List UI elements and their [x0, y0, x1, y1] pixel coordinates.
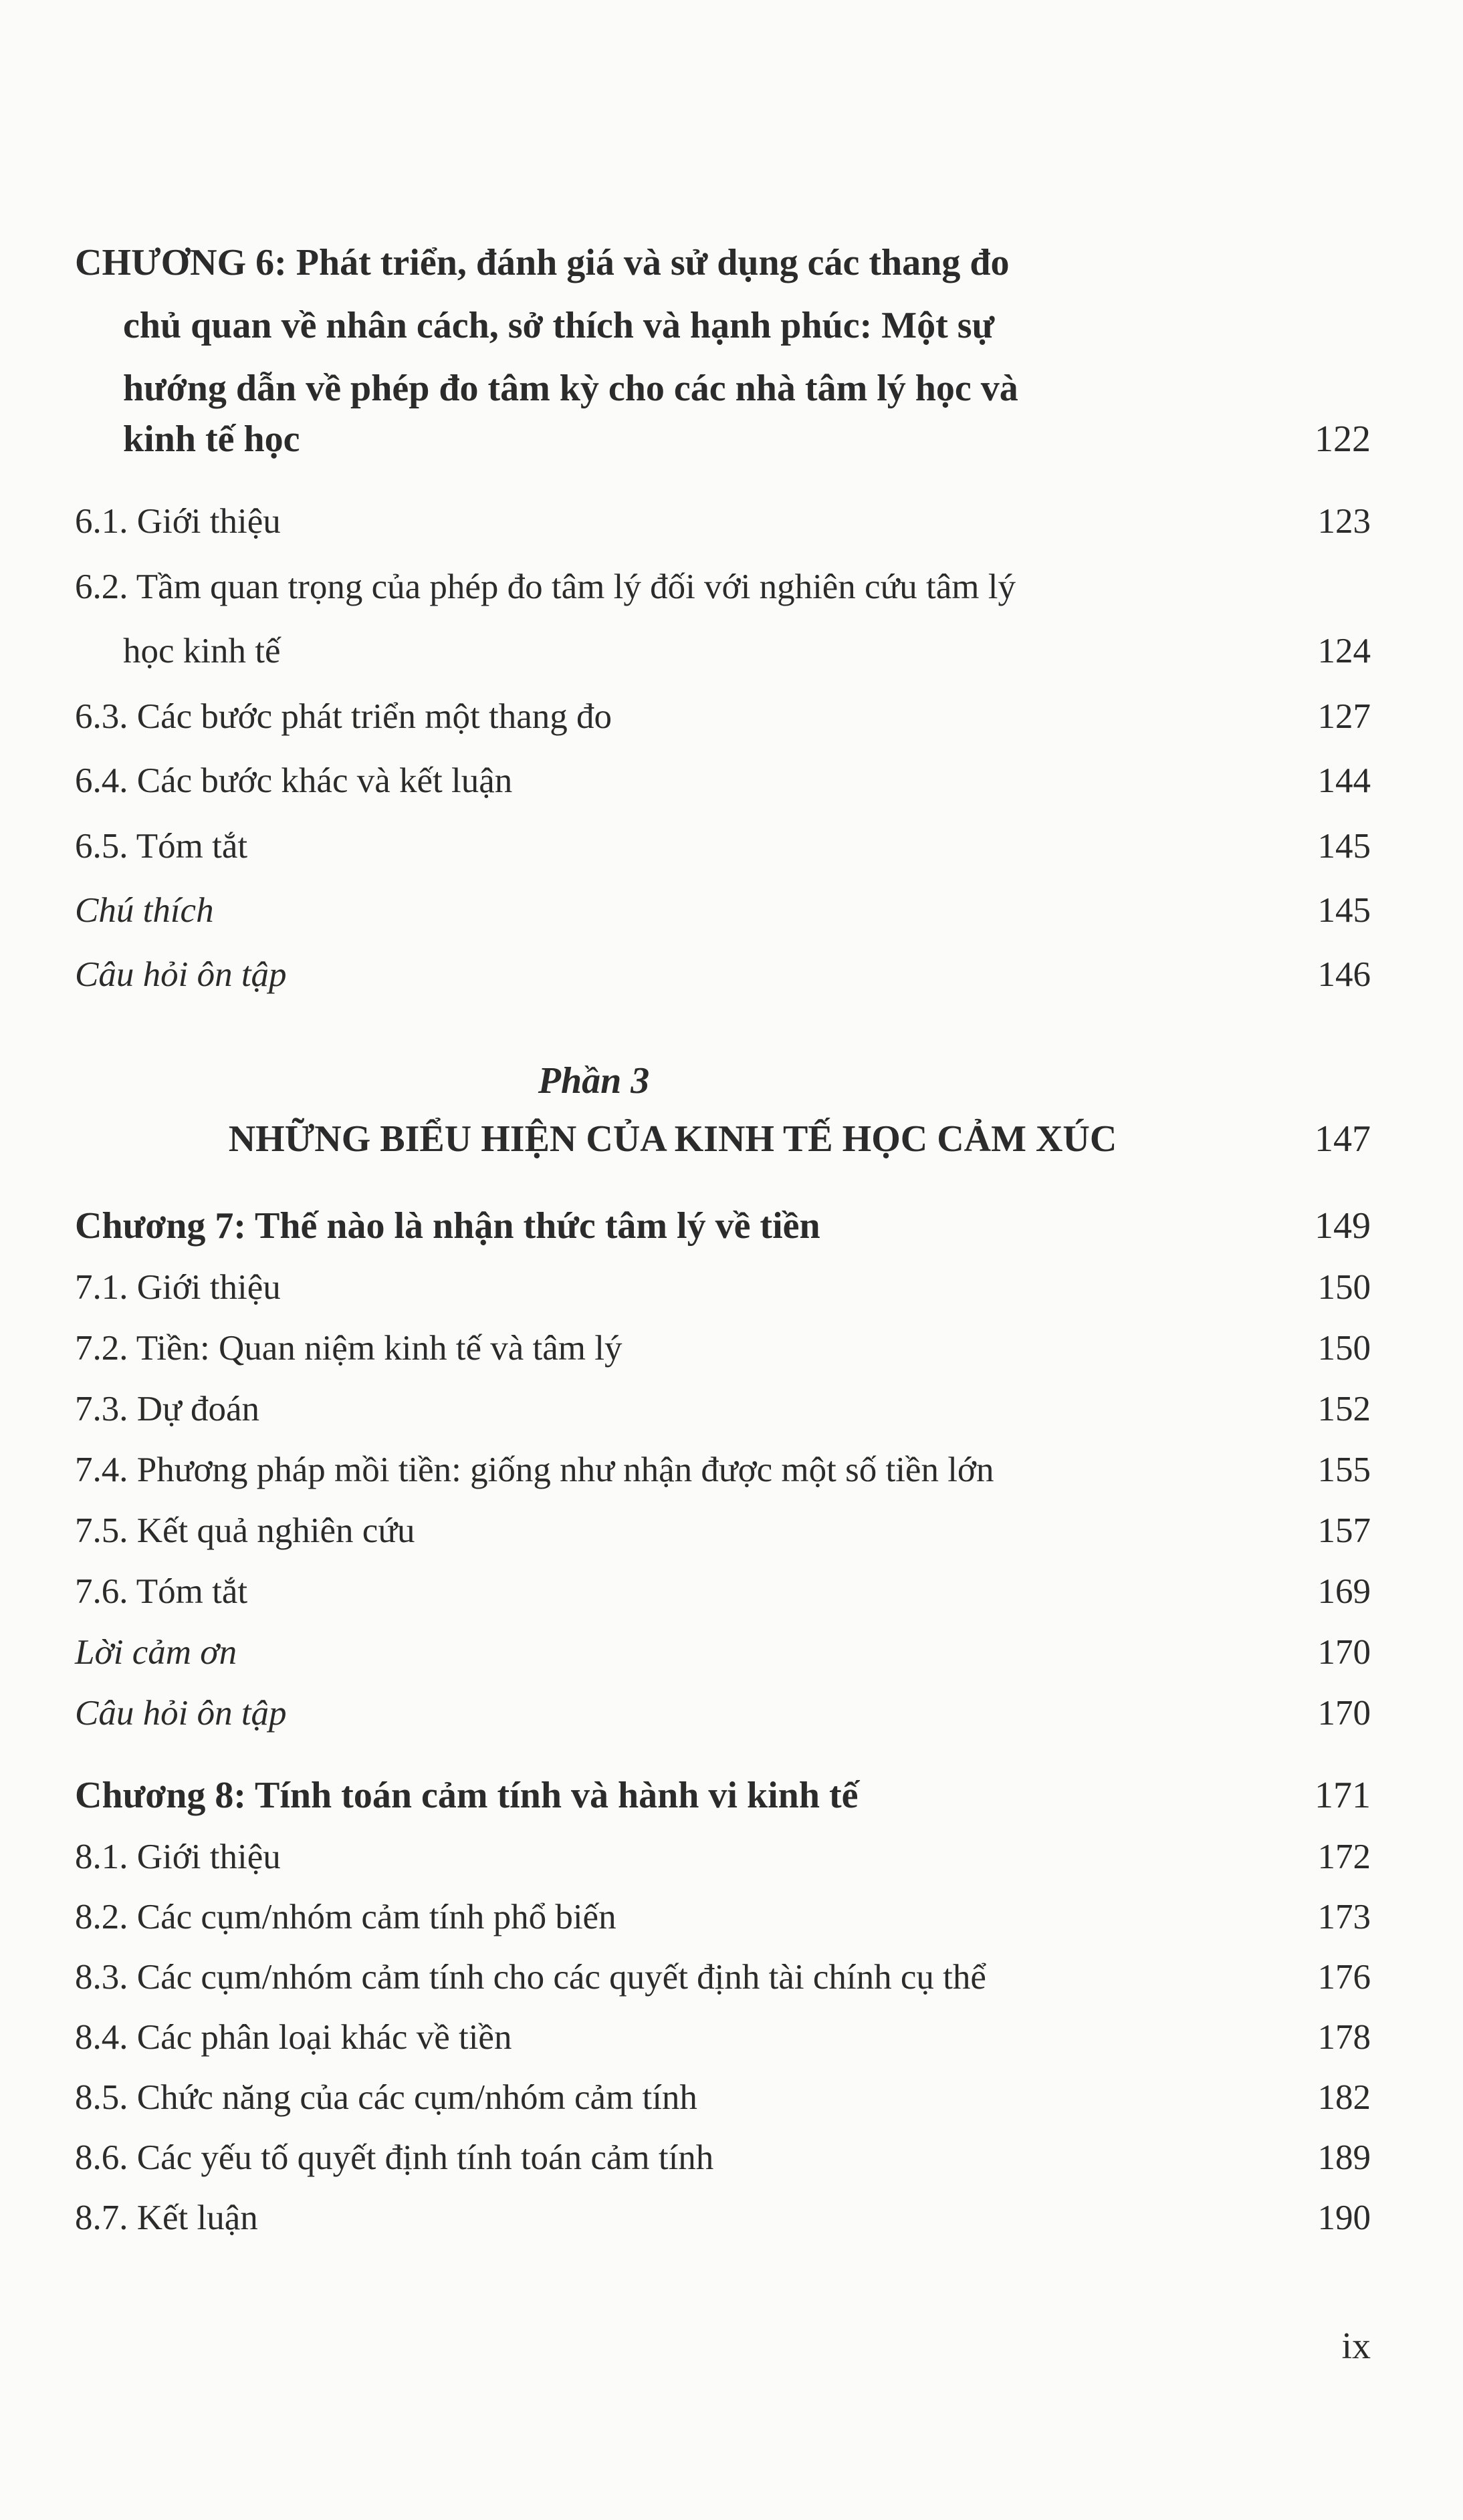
toc-entry [75, 631, 1371, 671]
toc-entry-italic [75, 890, 1371, 930]
toc-entry-label: 8.2. Các cụm/nhóm cảm tính phổ biến [75, 1898, 616, 1936]
toc-entry-page: 189 [1317, 2138, 1371, 2177]
toc-entry-label: Chú thích [75, 891, 214, 930]
toc-entry-label: 6.4. Các bước khác và kết luận [75, 761, 513, 800]
toc-entry-page: 176 [1317, 1958, 1371, 1997]
chapter-7-title: Chương 7: Thế nào là nhận thức tâm lý về tiền [75, 1205, 820, 1247]
toc-entry-label: Lời cảm ơn [75, 1633, 237, 1672]
toc-entry [75, 2198, 1371, 2238]
toc-entry-page: 182 [1317, 2078, 1371, 2117]
toc-entry [75, 501, 1371, 541]
toc-entry [75, 567, 1371, 607]
chapter-6-title-line-2: chủ quan về nhân cách, sở thích và hạnh phúc: Một sự [123, 305, 995, 346]
chapter-6-title-line-4: kinh tế học [123, 418, 300, 460]
toc-entry-page: 190 [1317, 2198, 1371, 2237]
chapter-6-title [75, 231, 1371, 420]
toc-entry-page: 150 [1317, 1268, 1371, 1307]
toc-entry [75, 1328, 1371, 1368]
chapter-7-title-row [75, 1205, 1371, 1247]
chapter-6-title-line-1: CHƯƠNG 6: Phát triển, đánh giá và sử dụng các thang đo [75, 242, 1010, 283]
toc-entry [75, 761, 1371, 801]
toc-entry [75, 2138, 1371, 2178]
toc-entry-label: 8.5. Chức năng của các cụm/nhóm cảm tính [75, 2078, 697, 2117]
toc-entry [75, 1837, 1371, 1877]
toc-entry-page: 146 [1317, 955, 1371, 994]
toc-entry-page: 145 [1317, 891, 1371, 930]
chapter-8-title: Chương 8: Tính toán cảm tính và hành vi kinh tế [75, 1775, 859, 1816]
toc-entry [75, 1957, 1371, 1997]
toc-entry-page: 178 [1317, 2018, 1371, 2057]
toc-entry-page: 123 [1317, 502, 1371, 541]
toc-entry [75, 697, 1371, 737]
toc-entry-page: 152 [1317, 1390, 1371, 1428]
toc-entry [75, 1511, 1371, 1551]
toc-entry [75, 2017, 1371, 2057]
toc-entry-label: 7.3. Dự đoán [75, 1390, 260, 1428]
toc-entry-page: 145 [1317, 827, 1371, 866]
toc-entry-italic [75, 1632, 1371, 1672]
toc-entry-label: 8.7. Kết luận [75, 2198, 258, 2237]
toc-entry [75, 2077, 1371, 2118]
toc-entry-page: 169 [1317, 1572, 1371, 1611]
toc-entry-page: 172 [1317, 1838, 1371, 1876]
part-title-row [75, 1118, 1371, 1160]
toc-entry-label: 8.4. Các phân loại khác về tiền [75, 2018, 512, 2057]
toc-entry [75, 1267, 1371, 1307]
toc-entry-label: 7.1. Giới thiệu [75, 1268, 281, 1307]
toc-entry-label: 8.1. Giới thiệu [75, 1838, 281, 1876]
chapter-8-title-row [75, 1774, 1371, 1817]
part-heading: Phần 3 [538, 1060, 650, 1102]
toc-entry [75, 1897, 1371, 1937]
toc-entry-label: 7.5. Kết quả nghiên cứu [75, 1511, 415, 1550]
toc-entry [75, 826, 1371, 866]
chapter-7-page: 149 [1315, 1205, 1371, 1247]
chapter-6-title-last-row [75, 418, 1371, 461]
toc-entry [75, 1450, 1371, 1490]
part-page: 147 [1315, 1118, 1371, 1160]
toc-entry-page: 170 [1317, 1694, 1371, 1733]
toc-entry-page: 170 [1317, 1633, 1371, 1672]
part-title: NHỮNG BIỂU HIỆN CỦA KINH TẾ HỌC CẢM XÚC [228, 1118, 1117, 1160]
toc-entry-label: 8.3. Các cụm/nhóm cảm tính cho các quyết định tài chính cụ thể [75, 1958, 986, 1997]
toc-entry-label: Câu hỏi ôn tập [75, 955, 287, 994]
chapter-6-page: 122 [1315, 418, 1371, 460]
toc-entry-label: 7.2. Tiền: Quan niệm kinh tế và tâm lý [75, 1329, 623, 1368]
chapter-6-title-line-3: hướng dẫn về phép đo tâm kỳ cho các nhà tâm lý học và [123, 368, 1018, 409]
toc-entry-label: 6.3. Các bước phát triển một thang đo [75, 697, 612, 736]
page-number: ix [1341, 2325, 1371, 2367]
toc-entry-label: 7.4. Phương pháp mồi tiền: giống như nhận được một số tiền lớn [75, 1451, 994, 1489]
toc-entry-label: 6.5. Tóm tắt [75, 827, 248, 866]
toc-entry-page: 124 [1317, 632, 1371, 670]
toc-entry [75, 1571, 1371, 1612]
toc-entry-page: 155 [1317, 1451, 1371, 1489]
toc-entry-label: 6.1. Giới thiệu [75, 502, 281, 541]
toc-entry-label: 7.6. Tóm tắt [75, 1572, 248, 1611]
toc-entry-label: Câu hỏi ôn tập [75, 1694, 287, 1733]
toc-entry-label: 8.6. Các yếu tố quyết định tính toán cảm tính [75, 2138, 714, 2177]
toc-entry-page: 144 [1317, 761, 1371, 800]
toc-entry-page: 150 [1317, 1329, 1371, 1368]
toc-entry-page: 173 [1317, 1898, 1371, 1936]
toc-entry-label-line-2: học kinh tế [123, 632, 281, 670]
toc-entry-italic [75, 1693, 1371, 1733]
chapter-8-page: 171 [1315, 1775, 1371, 1816]
toc-entry-page: 127 [1317, 697, 1371, 736]
toc-entry-page: 157 [1317, 1511, 1371, 1550]
toc-entry-label-line-1: 6.2. Tầm quan trọng của phép đo tâm lý đối với nghiên cứu tâm lý [75, 568, 1016, 606]
toc-entry [75, 1389, 1371, 1429]
toc-entry-italic [75, 955, 1371, 995]
